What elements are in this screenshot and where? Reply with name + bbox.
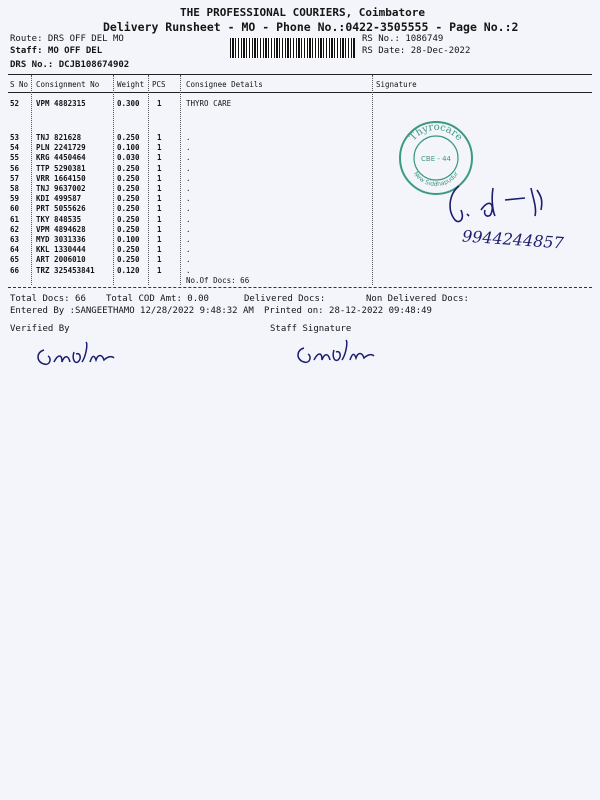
row-weight: 0.250 bbox=[117, 245, 140, 255]
row-pcs: 1 bbox=[157, 163, 162, 173]
row-sno: 55 bbox=[10, 153, 20, 163]
row-consignment: VPM 4894628 bbox=[36, 224, 86, 234]
company-name: THE PROFESSIONAL COURIERS, Coimbatore bbox=[180, 6, 426, 19]
row-sno: 64 bbox=[10, 245, 20, 255]
verifier-signature bbox=[34, 336, 124, 370]
row-consignee: . bbox=[186, 143, 191, 153]
row-sno: 61 bbox=[10, 214, 20, 224]
svg-text:Thyrocare bbox=[408, 122, 465, 143]
row-pcs: 1 bbox=[157, 235, 162, 244]
col-separator bbox=[372, 75, 373, 285]
row-consignment: KRG 4450464 bbox=[36, 153, 86, 163]
row-consignee: . bbox=[186, 133, 191, 142]
row-pcs: 1 bbox=[157, 184, 162, 193]
row-sno: 66 bbox=[10, 265, 20, 275]
row-sno: 56 bbox=[10, 163, 20, 173]
page-title: Delivery Runsheet - MO - Phone No.:0422-3505555 - Page No.:2 bbox=[103, 20, 519, 34]
row-pcs: 1 bbox=[157, 153, 162, 163]
staff-signature-label: Staff Signature bbox=[270, 324, 352, 334]
rs-date-text: RS Date: 28-Dec-2022 bbox=[362, 46, 471, 56]
col-signature: Signature bbox=[376, 80, 417, 89]
row-consignee: . bbox=[186, 214, 191, 224]
row-weight: 0.030 bbox=[117, 153, 140, 163]
row-weight: 0.100 bbox=[117, 143, 140, 153]
row-pcs: 1 bbox=[157, 204, 162, 214]
row-pcs: 1 bbox=[157, 173, 162, 183]
non-delivered-docs: Non Delivered Docs: bbox=[366, 294, 469, 304]
table-bottom-rule bbox=[8, 287, 592, 288]
row-pcs: 1 bbox=[157, 133, 162, 142]
row-sno: 63 bbox=[10, 235, 20, 244]
col-separator bbox=[180, 75, 181, 285]
row-weight: 0.250 bbox=[117, 173, 140, 183]
row-pcs: 1 bbox=[157, 194, 162, 204]
row-consignment: VPM 4882315 bbox=[36, 99, 86, 108]
row-weight: 0.250 bbox=[117, 133, 140, 142]
row-pcs: 1 bbox=[157, 214, 162, 224]
col-sno: S No bbox=[10, 80, 29, 89]
row-weight: 0.250 bbox=[117, 184, 140, 193]
row-weight: 0.300 bbox=[117, 99, 140, 108]
row-weight: 0.250 bbox=[117, 255, 140, 265]
entered-by: Entered By :SANGEETHAMO 12/28/2022 9:48:32 AM bbox=[10, 306, 254, 316]
total-cod: Total COD Amt: 0.00 bbox=[106, 294, 209, 304]
row-consignment: TTP 5290381 bbox=[36, 163, 86, 173]
row-consignee: . bbox=[186, 184, 191, 193]
stamp-top-text: Thyrocare bbox=[407, 121, 465, 144]
col-consignee: Consignee Details bbox=[186, 80, 263, 89]
col-separator bbox=[148, 75, 149, 285]
row-consignee: THYRO CARE bbox=[186, 99, 232, 108]
row-consignment: TNJ 821628 bbox=[36, 133, 82, 142]
row-pcs: 1 bbox=[157, 143, 162, 153]
row-weight: 0.250 bbox=[117, 194, 140, 204]
staff-text: Staff: MO OFF DEL bbox=[10, 46, 103, 56]
staff-signature bbox=[294, 334, 384, 368]
row-weight: 0.100 bbox=[117, 235, 140, 244]
row-weight: 0.250 bbox=[117, 204, 140, 214]
row-sno: 53 bbox=[10, 133, 20, 142]
col-pcs: PCS bbox=[152, 80, 166, 89]
row-consignee: . bbox=[186, 153, 191, 163]
row-sno: 52 bbox=[10, 99, 20, 108]
row-sno: 54 bbox=[10, 143, 20, 153]
row-consignment: ART 2006010 bbox=[36, 255, 86, 265]
row-consignee: . bbox=[186, 235, 191, 244]
receiver-signature bbox=[445, 180, 555, 230]
row-consignee: . bbox=[186, 255, 191, 265]
row-weight: 0.250 bbox=[117, 214, 140, 224]
no-of-docs: No.Of Docs: 66 bbox=[186, 276, 250, 285]
col-weight: Weight bbox=[117, 80, 145, 89]
col-separator bbox=[113, 75, 114, 285]
table-top-rule bbox=[8, 74, 592, 75]
row-sno: 59 bbox=[10, 194, 20, 204]
row-consignee: . bbox=[186, 194, 191, 204]
barcode bbox=[230, 38, 355, 58]
handwritten-phone: 9944244857 bbox=[461, 226, 565, 253]
row-consignment: MYD 3031336 bbox=[36, 235, 86, 244]
row-pcs: 1 bbox=[157, 255, 162, 265]
row-weight: 0.250 bbox=[117, 163, 140, 173]
col-consignment: Consignment No bbox=[36, 80, 100, 89]
row-consignment: PLN 2241729 bbox=[36, 143, 86, 153]
row-sno: 62 bbox=[10, 224, 20, 234]
row-sno: 58 bbox=[10, 184, 20, 193]
stamp-bottom-text: New Siddhapudur bbox=[411, 170, 461, 189]
printed-on: Printed on: 28-12-2022 09:48:49 bbox=[264, 306, 432, 316]
rs-no-text: RS No.: 1086749 bbox=[362, 34, 444, 44]
row-consignee: . bbox=[186, 204, 191, 214]
row-consignment: KKL 1330444 bbox=[36, 245, 86, 255]
row-consignee: . bbox=[186, 265, 191, 275]
row-pcs: 1 bbox=[157, 245, 162, 255]
drs-no-text: DRS No.: DCJB108674902 bbox=[10, 60, 130, 70]
row-consignment: TNJ 9637002 bbox=[36, 184, 86, 193]
row-consignment: TRZ 325453841 bbox=[36, 265, 95, 275]
row-pcs: 1 bbox=[157, 224, 162, 234]
row-consignee: . bbox=[186, 245, 191, 255]
row-consignment: KDI 499587 bbox=[36, 194, 82, 204]
row-consignment: VRR 1664150 bbox=[36, 173, 86, 183]
total-docs: Total Docs: 66 bbox=[10, 294, 86, 304]
row-weight: 0.120 bbox=[117, 265, 140, 275]
row-consignee: . bbox=[186, 173, 191, 183]
row-sno: 60 bbox=[10, 204, 20, 214]
row-weight: 0.250 bbox=[117, 224, 140, 234]
row-consignment: TKY 848535 bbox=[36, 214, 82, 224]
row-consignment: PRT 5055626 bbox=[36, 204, 86, 214]
col-separator bbox=[31, 75, 32, 285]
row-pcs: 1 bbox=[157, 99, 162, 108]
stamp-middle-text: CBE - 44 bbox=[421, 155, 451, 163]
row-sno: 65 bbox=[10, 255, 20, 265]
route-text: Route: DRS OFF DEL MO bbox=[10, 34, 124, 44]
table-header-rule bbox=[8, 92, 592, 93]
delivered-docs: Delivered Docs: bbox=[244, 294, 326, 304]
row-consignee: . bbox=[186, 163, 191, 173]
row-pcs: 1 bbox=[157, 265, 162, 275]
row-sno: 57 bbox=[10, 173, 20, 183]
row-consignee: . bbox=[186, 224, 191, 234]
verified-by-label: Verified By bbox=[10, 324, 70, 334]
